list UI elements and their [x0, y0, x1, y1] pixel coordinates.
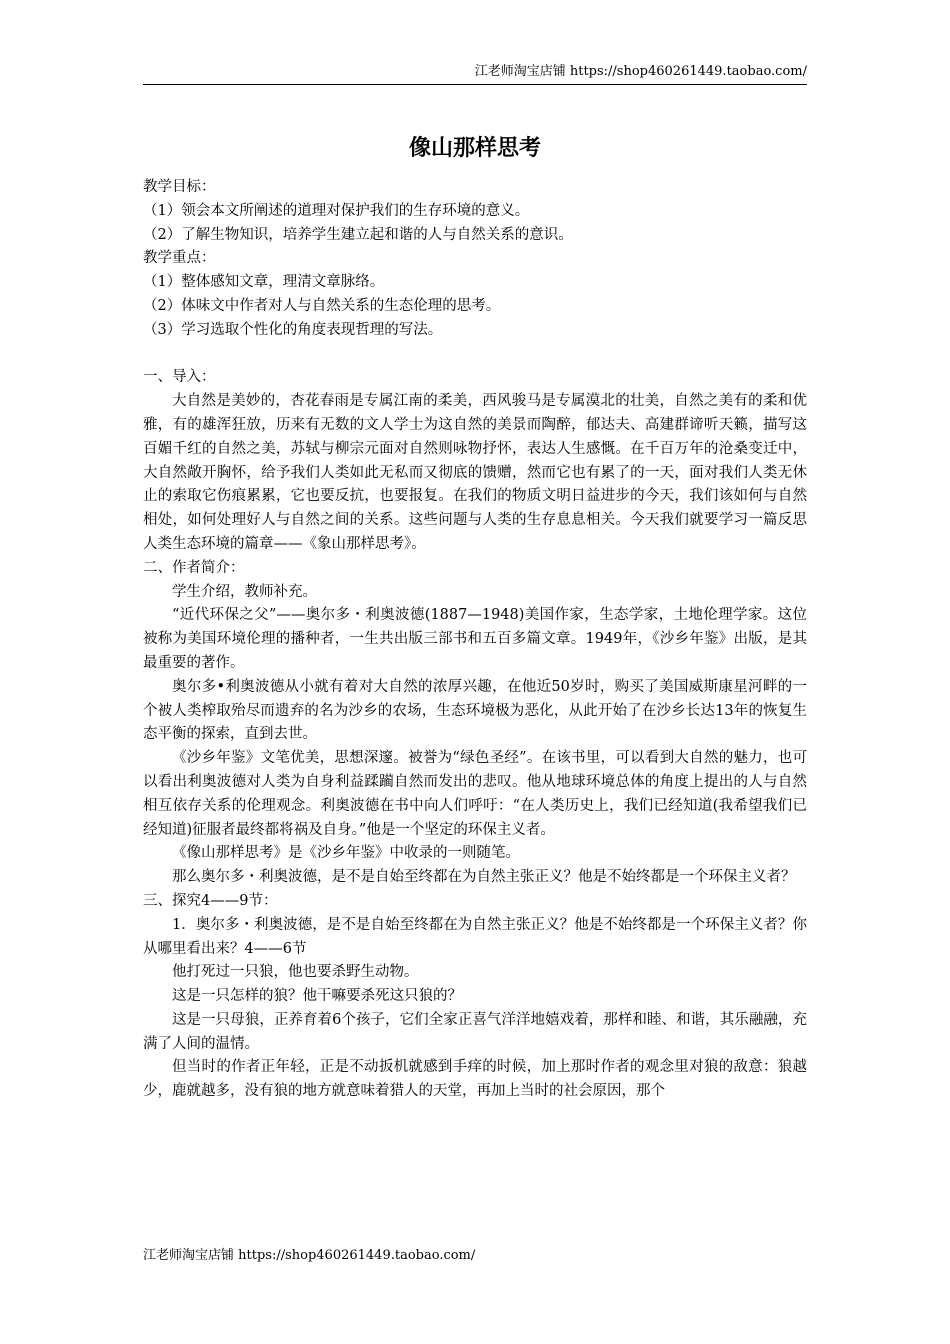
intro-paragraph: 大自然是美妙的，杏花春雨是专属江南的柔美，西风骏马是专属漠北的壮美，自然之美有的柔和优雅，有的雄浑狂放，历来有无数的文人学士为这自然的美景而陶醉，郁达夫、高建群谛听天籁，描写这百媚千红的自然之美，苏轼与柳宗元面对自然则咏物抒怀，表达人生感慨。在千百万年的沧桑变迁中，大自然敞开胸怀，给予我们人类如此无私而又彻底的馈赠，然而它也有累了的一天，面对我们人类无休止的索取它伤痕累累，它也要反抗，也要报复。在我们的物质文明日益进步的今天，我们该如何与自然相处，如何处理好人与自然之间的关系。这些问题与人类的生存息息相关。今天我们就要学习一篇反思人类生态环境的篇章——《象山那样思考》。 — [143, 393, 807, 552]
author-paragraph: 《沙乡年鉴》文笔优美，思想深邃。被誉为“绿色圣经”。在该书里，可以看到大自然的魅力，也可以看出利奥波德对人类为自身利益蹂躏自然而发出的悲叹。他从地球环境总体的角度上提出的人与自然相互依存关系的伦理观念。利奥波德在书中向人们呼吁：“在人类历史上，我们已经知道(我希望我们已经知道)征服者最终都将祸及自身。”他是一个坚定的环保主义者。 — [143, 750, 807, 838]
header-divider — [143, 84, 807, 85]
objectives-heading: 教学目标： — [143, 179, 216, 195]
keypoint-item: （2）体味文中作者对人与自然关系的生态伦理的思考。 — [143, 297, 501, 314]
explore-paragraph: 这是一只母狼，正养育着6个孩子，它们全家正喜气洋洋地嬉戏着，那样和睦、和谐，其乐融融，充满了人间的温情。 — [143, 1011, 807, 1052]
author-paragraph: “近代环保之父”——奥尔多・利奥波德(1887—1948)美国作家，生态学家，土地伦理学家。这位被称为美国环境伦理的播种者，一生共出版三部书和五百多篇文章。1949年，《沙乡年鉴》出版，是其最重要的著作。 — [143, 607, 807, 671]
author-paragraph: 学生介绍，教师补充。 — [172, 583, 317, 600]
explore-paragraph: 1．奥尔多・利奥波德，是不是自始至终都在为自然主张正义？他是不始终都是一个环保主义者？你从哪里看出来？4——6节 — [143, 916, 807, 957]
keypoints-heading: 教学重点： — [143, 250, 216, 267]
author-heading: 二、作者简介： — [143, 559, 245, 576]
keypoint-item: （3）学习选取个性化的角度表现哲理的写法。 — [143, 321, 443, 338]
page-footer: 江老师淘宝店铺 https://shop460261449.taobao.com/ — [143, 1248, 476, 1263]
page-header: 江老师淘宝店铺 https://shop460261449.taobao.com/ — [474, 64, 807, 79]
author-paragraph: 那么奥尔多・利奥波德，是不是自始至终都在为自然主张正义？他是不始终都是一个环保主义者？ — [172, 869, 796, 886]
objective-item: （1）领会本文所阐述的道理对保护我们的生存环境的意义。 — [143, 202, 530, 219]
objective-item: （2）了解生物知识，培养学生建立起和谐的人与自然关系的意识。 — [143, 226, 573, 243]
intro-heading: 一、导入： — [143, 369, 216, 386]
keypoint-item: （1）整体感知文章，理清文章脉络。 — [143, 274, 385, 291]
author-paragraph: 《像山那样思考》是《沙乡年鉴》中收录的一则随笔。 — [172, 845, 520, 862]
explore-heading: 三、探究4——9节： — [143, 892, 278, 909]
explore-paragraph: 他打死过一只狼，他也要杀野生动物。 — [172, 964, 419, 981]
explore-paragraph: 这是一只怎样的狼？他干嘛要杀死这只狼的？ — [172, 988, 462, 1005]
author-paragraph: 奥尔多•利奥波德从小就有着对大自然的浓厚兴趣，在他近50岁时，购买了美国威斯康星河畔的一个被人类榨取殆尽而遗弃的名为沙乡的农场，生态环境极为恶化，从此开始了在沙乡长达13年的恢复生态平衡的探索，直到去世。 — [143, 678, 807, 743]
document-body — [143, 176, 807, 1104]
explore-paragraph: 但当时的作者正年轻，正是不动扳机就感到手痒的时候，加上那时作者的观念里对狼的敌意：狼越少，鹿就越多，没有狼的地方就意味着猎人的天堂，再加上当时的社会原因，那个 — [143, 1059, 807, 1100]
page-title: 像山那样思考 — [408, 136, 541, 161]
blank-line — [143, 343, 807, 367]
